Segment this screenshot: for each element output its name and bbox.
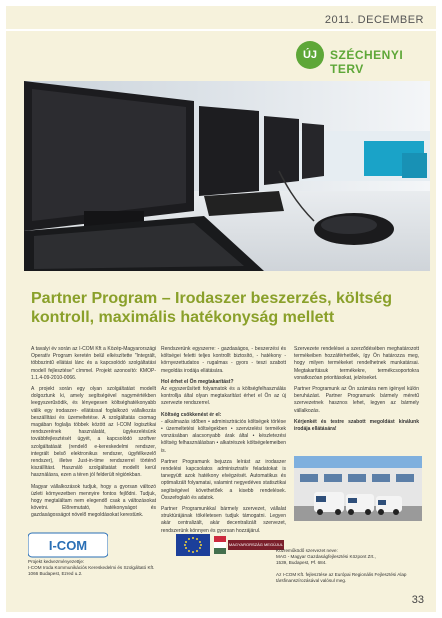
office-computers-photo (24, 81, 430, 271)
info-line: Az I-COM Kft. fejlesztése az Európai Regionális Fejlesztési Alap (276, 572, 407, 577)
beneficiary-line: I-COM Iroda Kommunikációs Kereskedelmi és Szolgáltató Kft. (28, 565, 155, 570)
hungarian-flag-icon (214, 536, 226, 554)
info-line: 1539, Budapest, Pf. 684. (276, 560, 327, 565)
article-column-1 (31, 346, 156, 524)
paragraph: Partner Programunk bejuzza leírást az irodaszer rendelési kapcsolatos adminisztratív feladatokat is tanegyütt azok hatékony elvégzését. Automatikus és optimalizált folyamatai, valamint negyedéves statisztikai segítségével követhetőek a kisebb rendelések. Összefoglaló és adatok. (161, 458, 286, 501)
subheading: Költség csökkenést ér el: (161, 411, 222, 418)
paragraph: Rendszerünk egyszerre: - gazdaságos, - beszerzési és költségei feletti teljes kontrollt biztosító, - hatékony - környezettudatos - rugalmas - gyors - teszi szabott megoldás irodája ellátására. (161, 346, 286, 374)
info-line: társfinanszírozásával valósul meg. (276, 578, 347, 583)
paragraph: Partner Programunk az Ön számára nem igényel külön beruházást. Partner Programunk bármely méretű szervezetnek hasznos lehet, legyen az bármely vállalkozás. (294, 386, 419, 414)
i-com-logo-text: I-COM (48, 538, 88, 553)
funding-slogan: MAGYARORSZÁG MEGÚJUL (228, 540, 284, 550)
warehouse-vans-photo (294, 456, 422, 521)
i-com-logo (28, 531, 108, 559)
article-column-3 (294, 346, 419, 433)
eu-flag-icon (176, 534, 210, 556)
beneficiary-info (28, 559, 168, 577)
closing-statement: Kérjenkét és testre szabott megoldást kínálunk irodája ellátására! (294, 418, 419, 433)
beneficiary-line: Projekt kedvezményezettje: (28, 559, 85, 564)
paragraph: - alkalmazás időben • adminisztrációs költségek törlése • üzemeltetési költségekben • szervizelési termékek vonzásában alacsonyabb árak által • készletezési költség felhasználásban • alkatrészek költségelemeiben is. (161, 418, 286, 454)
article-title: Partner Program – Irodaszer beszerzés, költség kontroll, maximális hatékonyság mellett (31, 290, 393, 326)
logo-circle: ÚJ (296, 41, 324, 69)
funding-flags (176, 531, 284, 561)
intermediate-body-info (276, 548, 426, 584)
paragraph: Magyar vállalkozások tudjuk, hogy a gyorsan változó üzleti környezetben mennyire fontos fejlődni. Tudjuk, hogy megtaláltam nem elegendő csak a változásokat követni. Elõremutató, hatékonyságot és gazdaságosságot növelő megoldásokat kerestünk. (31, 483, 156, 519)
info-line: Közreműködő szervezet neve: (276, 548, 338, 553)
paragraph: A tavalyi év során az I-COM Kft a Közép-Magyarországi Operatív Program keretén belül elkészítette "Integrált, többszintű ellátási lánc és a kapcsolódó szolgáltatási modell fejlesztése" címmel. Projekt azonosító: KMOP-1.1.4-09-2010-0066. (31, 346, 156, 381)
magazine-page (6, 6, 436, 612)
paragraph: Az egyszerűsített folyamatok és a költségfelhasználás kontrollja által olyan megtakarítást érhet el Ön az új szervezte rendszerrel. (161, 386, 286, 407)
info-line: MAG - Magyar Gazdaságfejlesztési Központ Zrt., (276, 554, 376, 559)
issue-date: 2011. DECEMBER (324, 14, 424, 26)
paragraph: A projekt során egy olyan szolgáltatást modellt dolgoztunk ki, amely segítségével nagymértékben leegyszerűsödik, és lényegesen költséghatékonyabb válik egy irodaszer- ellátással foglalkozó vállalkozás beszállítási és üzemeltetése. A szolgáltatás csomag magában foglalja többek között az I-COM logisztikai rendszerének használatát, ügykezelésünk továbbfejlesztését ügyét, a kapcsolódó szoftver szolgáltatását (rendelő e-kereskedelmi rendszer, integrált belső elektronikus rendszer, ügyfélkezelő rendszer), illetve Just-in-time rendszerrel történő kiszállítást. Használó szolgáltatást modellt kerül használásra, ezen a téren jól felderült régiónkban. (31, 386, 156, 479)
subheading: Hol érhet el Ön megtakarítást? (161, 378, 234, 385)
beneficiary-line: 1066 Budapest, Ezred u.2. (28, 571, 83, 576)
paragraph: Partner Programunkkal bármely szervezet, vállalat struktúrájának tökéletesen tudjuk támogatni. Legyen akár centralizált, akár decentralizált szervezet, rendszerünk könnyen és gyorsan hozzájárul. (161, 506, 286, 534)
paragraph: Szervezete rendelései a szerződésében meghatározott termékeiben hozzáférhetőek, így Ön határozza meg, hogy milyen termékeket rendelhetnek munkatársai. Megtakarításuk termékekre, termékcsoportokra vonatkozóan prioritásokat, jelzéseket. (294, 346, 419, 381)
header-rule (6, 29, 436, 31)
logo-text: SZÉCHENYI TERV (330, 48, 404, 76)
szechenyi-terv-logo (296, 41, 426, 76)
page-number: 33 (411, 594, 424, 606)
article-column-2 (161, 346, 286, 539)
